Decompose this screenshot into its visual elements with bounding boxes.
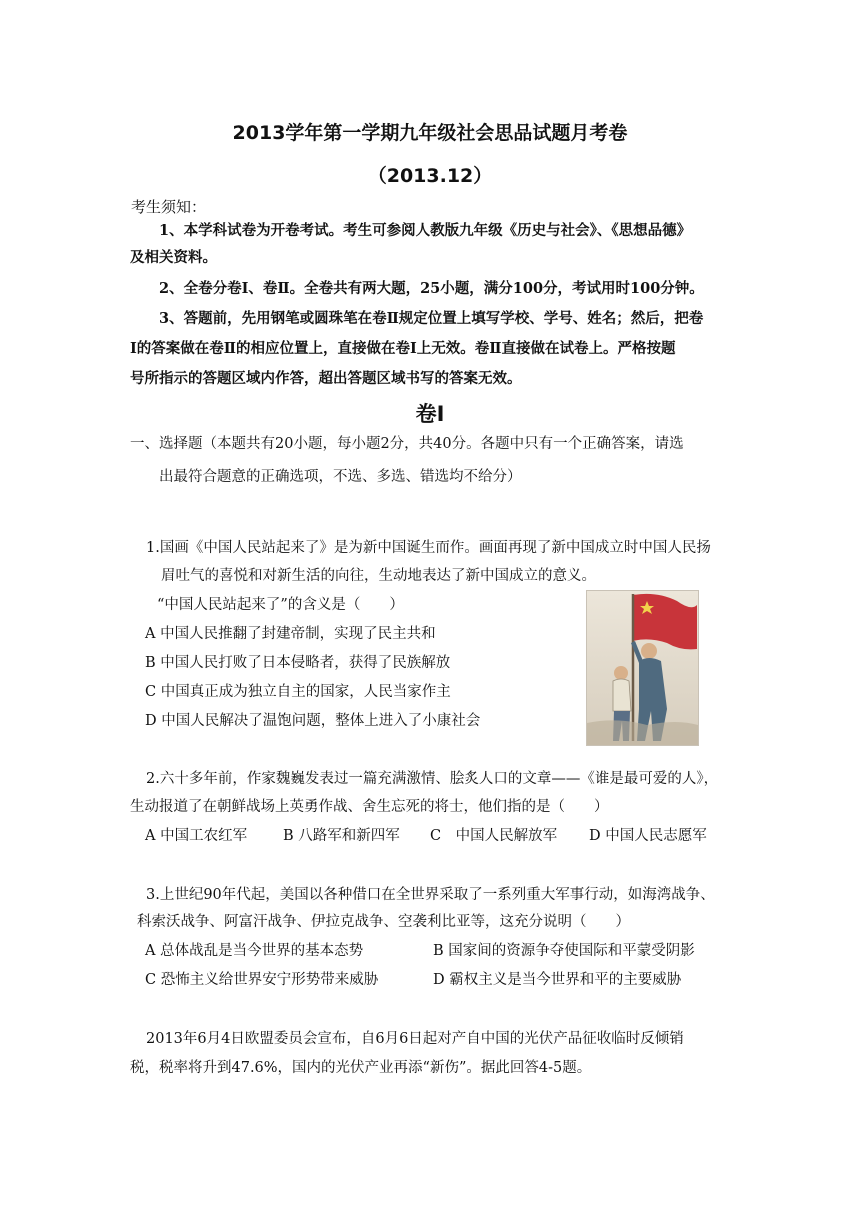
q2-option-b: B 八路军和新四军 <box>283 828 400 844</box>
q3-text: 3.上世纪90年代起，美国以各种借口在全世界采取了一系列重大军事行动，如海湾战争、 <box>146 887 715 903</box>
q3-option-d: D 霸权主义是当今世界和平的主要威胁 <box>433 972 682 988</box>
passage-text-cont: 税，税率将升到47.6%，国内的光伏产业再添“新伤”。据此回答4-5题。 <box>130 1060 592 1076</box>
worker-head <box>641 643 657 659</box>
crowd-ground <box>587 720 698 745</box>
passage-text: 2013年6月4日欧盟委员会宣布，自6月6日起对产自中国的光伏产品征收临时反倾销 <box>146 1031 684 1047</box>
section-heading: 卷Ⅰ <box>415 402 445 426</box>
exam-date: （2013.12） <box>367 165 493 187</box>
notice-item-3: 3、答题前，先用钢笔或圆珠笔在卷Ⅱ规定位置上填写学校、学号、姓名；然后，把卷 <box>159 310 704 327</box>
notice-item-3-cont2: 号所指示的答题区域内作答，超出答题区域书写的答案无效。 <box>130 370 522 387</box>
notice-item-3-cont: Ⅰ的答案做在卷Ⅱ的相应位置上，直接做在卷Ⅰ上无效。卷Ⅱ直接做在试卷上。严格按题 <box>130 340 676 357</box>
q1-stem: “中国人民站起来了”的含义是（ ） <box>157 597 404 613</box>
q3-option-b: B 国家间的资源争夺使国际和平蒙受阴影 <box>433 943 695 959</box>
q2-option-d: D 中国人民志愿军 <box>589 828 707 844</box>
q2-option-c: C 中国人民解放军 <box>430 828 558 844</box>
q3-option-a: A 总体战乱是当今世界的基本态势 <box>145 943 364 959</box>
notice-item-1-cont: 及相关资料。 <box>130 249 217 266</box>
q2-text: 2.六十多年前，作家魏巍发表过一篇充满激情、脍炙人口的文章——《谁是最可爱的人》， <box>146 771 719 787</box>
farmer-shirt <box>613 679 631 711</box>
q2-option-a: A 中国工农红军 <box>145 828 248 844</box>
q1-option-d: D 中国人民解决了温饱问题，整体上进入了小康社会 <box>145 713 481 729</box>
farmer-head <box>614 666 628 680</box>
notice-heading: 考生须知： <box>131 198 207 216</box>
section-instruction-cont: 出最符合题意的正确选项，不选、多选、错选均不给分） <box>159 469 522 485</box>
notice-item-1: 1、本学科试卷为开卷考试。考生可参阅人教版九年级《历史与社会》、《思想品德》 <box>159 222 692 239</box>
q1-option-b: B 中国人民打败了日本侵略者，获得了民族解放 <box>145 655 451 671</box>
exam-title: 2013学年第一学期九年级社会思品试题月考卷 <box>232 122 628 144</box>
painting-illustration <box>587 591 698 745</box>
q1-text-cont: 眉吐气的喜悦和对新生活的向往，生动地表达了新中国成立的意义。 <box>161 568 596 584</box>
notice-item-2: 2、全卷分卷Ⅰ、卷Ⅱ。全卷共有两大题，25小题，满分100分，考试用时100分钟。 <box>159 280 704 297</box>
q3-text-cont: 科索沃战争、阿富汗战争、伊拉克战争、空袭利比亚等，这充分说明（ ） <box>137 914 630 930</box>
q1-option-c: C 中国真正成为独立自主的国家，人民当家作主 <box>145 684 451 700</box>
q1-text: 1.国画《中国人民站起来了》是为新中国诞生而作。画面再现了新中国成立时中国人民扬 <box>146 540 711 556</box>
q3-option-c: C 恐怖主义给世界安宁形势带来威胁 <box>145 972 379 988</box>
q2-text-cont: 生动报道了在朝鲜战场上英勇作战、舍生忘死的将士，他们指的是（ ） <box>130 799 609 815</box>
section-instruction: 一、选择题（本题共有20小题，每小题2分，共40分。各题中只有一个正确答案，请选 <box>130 436 684 452</box>
painting-image <box>586 590 699 746</box>
q1-option-a: A 中国人民推翻了封建帝制，实现了民主共和 <box>145 626 436 642</box>
